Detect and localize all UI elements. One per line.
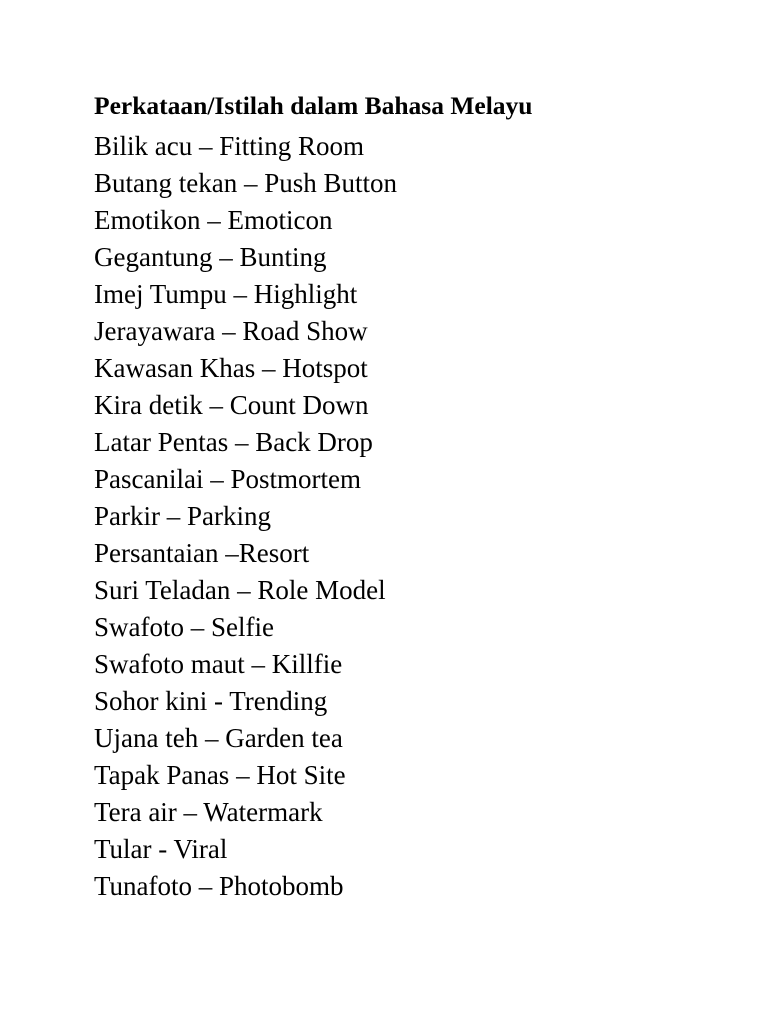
term-item: Tera air – Watermark: [94, 797, 323, 827]
term-item: Swafoto maut – Killfie: [94, 649, 343, 679]
term-item: Kira detik – Count Down: [94, 390, 369, 420]
term-item: Kawasan Khas – Hotspot: [94, 353, 368, 383]
term-item: Emotikon – Emoticon: [94, 205, 333, 235]
term-item: Bilik acu – Fitting Room: [94, 131, 365, 161]
term-item: Jerayawara – Road Show: [94, 316, 368, 346]
term-item: Tunafoto – Photobomb: [94, 871, 344, 901]
term-item: Butang tekan – Push Button: [94, 168, 397, 198]
term-item: Tular - Viral: [94, 834, 228, 864]
term-item: Tapak Panas – Hot Site: [94, 760, 346, 790]
document-page: [94, 90, 734, 905]
term-item: Persantaian –Resort: [94, 538, 310, 568]
term-item: Imej Tumpu – Highlight: [94, 279, 358, 309]
term-item: Ujana teh – Garden tea: [94, 723, 343, 753]
term-item: Latar Pentas – Back Drop: [94, 427, 373, 457]
term-item: Pascanilai – Postmortem: [94, 464, 361, 494]
term-item: Sohor kini - Trending: [94, 686, 328, 716]
term-list: [94, 128, 734, 905]
term-item: Swafoto – Selfie: [94, 612, 274, 642]
term-item: Suri Teladan – Role Model: [94, 575, 386, 605]
page-title: Perkataan/Istilah dalam Bahasa Melayu: [94, 91, 533, 120]
term-item: Gegantung – Bunting: [94, 242, 327, 272]
term-item: Parkir – Parking: [94, 501, 271, 531]
